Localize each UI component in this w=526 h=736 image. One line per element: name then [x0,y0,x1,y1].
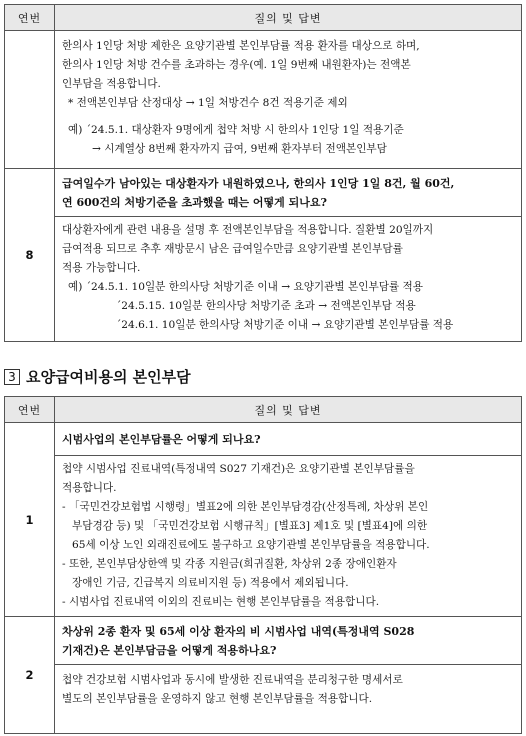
row-number: 8 [5,169,55,342]
example-line: → 시계열상 8번째 환자까지 급여, 9번째 환자부터 전액본인부담 [92,143,387,155]
question-cell [55,423,522,456]
answer-cell [55,456,522,617]
header-num: 연번 [5,5,55,31]
question-row-2 [5,617,522,665]
answer-line: 대상환자에게 관련 내용을 설명 후 전액본인부담을 적용합니다. 질환별 20일까지 [62,224,434,236]
question-line: 시범사업의 본인부담률은 어떻게 되나요? [62,433,261,446]
example-line: ´24.6.1. 10일분 한의사당 처방기준 이내 → 요양기관별 본인부담률 적용 [116,319,454,331]
answer-cell [55,217,522,342]
question-line: 급여일수가 남아있는 대상환자가 내원하였으나, 한의사 1인당 1일 8건, 월 60건, [62,177,455,190]
bullet-line: 장애인 기금, 긴급복지 의료비지원 등) 적용에서 제외됩니다. [72,577,349,589]
section-title: 요양급여비용의 본인부담 [26,368,191,386]
question-row-8 [5,169,522,217]
question-row-1 [5,423,522,456]
table-header-row [5,397,522,423]
answer-row-2 [5,665,522,734]
answer-line: 적용 가능합니다. [62,262,141,274]
answer-line: 첩약 건강보험 시범사업과 동시에 발생한 진료내역을 분리청구한 명세서로 [62,674,403,686]
question-cell [55,617,522,665]
answer-cell [55,31,522,169]
answer-row-1 [5,456,522,617]
continued-answer-row [5,31,522,169]
empty-num-cell [5,31,55,169]
qa-table-2 [4,396,522,734]
table-header-row [5,5,522,31]
question-line: 기재건)은 본인부담금을 어떻게 적용하나요? [62,644,277,657]
answer-cell [55,665,522,734]
answer-line: 한의사 1인당 처방 건수를 초과하는 경우(예. 1일 9번째 내원환자)는 전액본 [62,59,411,71]
answer-row-8 [5,217,522,342]
header-qa: 질의 및 답변 [55,5,522,31]
section-number-box: 3 [4,369,20,385]
question-line: 차상위 2종 환자 및 65세 이상 환자의 비 시범사업 내역(특정내역 S028 [62,625,415,638]
answer-line: 첩약 시범사업 진료내역(특정내역 S027 기재건)은 요양기관별 본인부담률을 [62,463,415,475]
qa-table-1 [4,4,522,342]
bullet-line: - 「국민건강보험법 시행령」별표2에 의한 본인부담경감(산정특례, 차상위 본인 [62,501,429,513]
example-line: 예) ´24.5.1. 10일분 한의사당 처방기준 이내 → 요양기관별 본인부담률 적용 [68,281,423,293]
question-cell [55,169,522,217]
bullet-line: - 또한, 본인부담상한액 및 각종 지원금(희귀질환, 차상위 2종 장애인환자 [62,558,397,570]
example-line: ´24.5.15. 10일분 한의사당 처방기준 초과 → 전액본인부담 적용 [116,300,416,312]
answer-line: 급여적용 되므로 추후 재방문시 남은 급여일수만큼 요양기관별 본인부담률 [62,243,403,255]
bullet-line: - 시범사업 진료내역 이외의 진료비는 현행 본인부담률을 적용합니다. [62,596,380,608]
question-line: 연 600건의 처방기준을 초과했을 때는 어떻게 되나요? [62,196,327,209]
row-number: 1 [5,423,55,617]
note-line: * 전액본인부담 산정대상 → 1일 처방건수 8건 적용기준 제외 [68,97,348,109]
bullet-line: 65세 이상 노인 외래진료에도 불구하고 요양기관별 본인부담률을 적용합니다. [72,539,430,551]
answer-line: 적용합니다. [62,482,117,494]
section-heading [4,366,191,387]
header-num: 연번 [5,397,55,423]
header-qa: 질의 및 답변 [55,397,522,423]
answer-line: 별도의 본인부담률을 운영하지 않고 현행 본인부담률을 적용합니다. [62,693,373,705]
row-number: 2 [5,617,55,734]
answer-line: 한의사 1인당 처방 제한은 요양기관별 본인부담률 적용 환자를 대상으로 하며, [62,40,420,52]
bullet-line: 부담경감 등) 및 「국민건강보험 시행규칙」[별표3] 제1호 및 [별표4]에 의한 [72,520,428,532]
example-line: 예) ´24.5.1. 대상환자 9명에게 첩약 처방 시 한의사 1인당 1일 적용기준 [68,124,404,136]
answer-line: 인부담을 적용합니다. [62,78,161,90]
